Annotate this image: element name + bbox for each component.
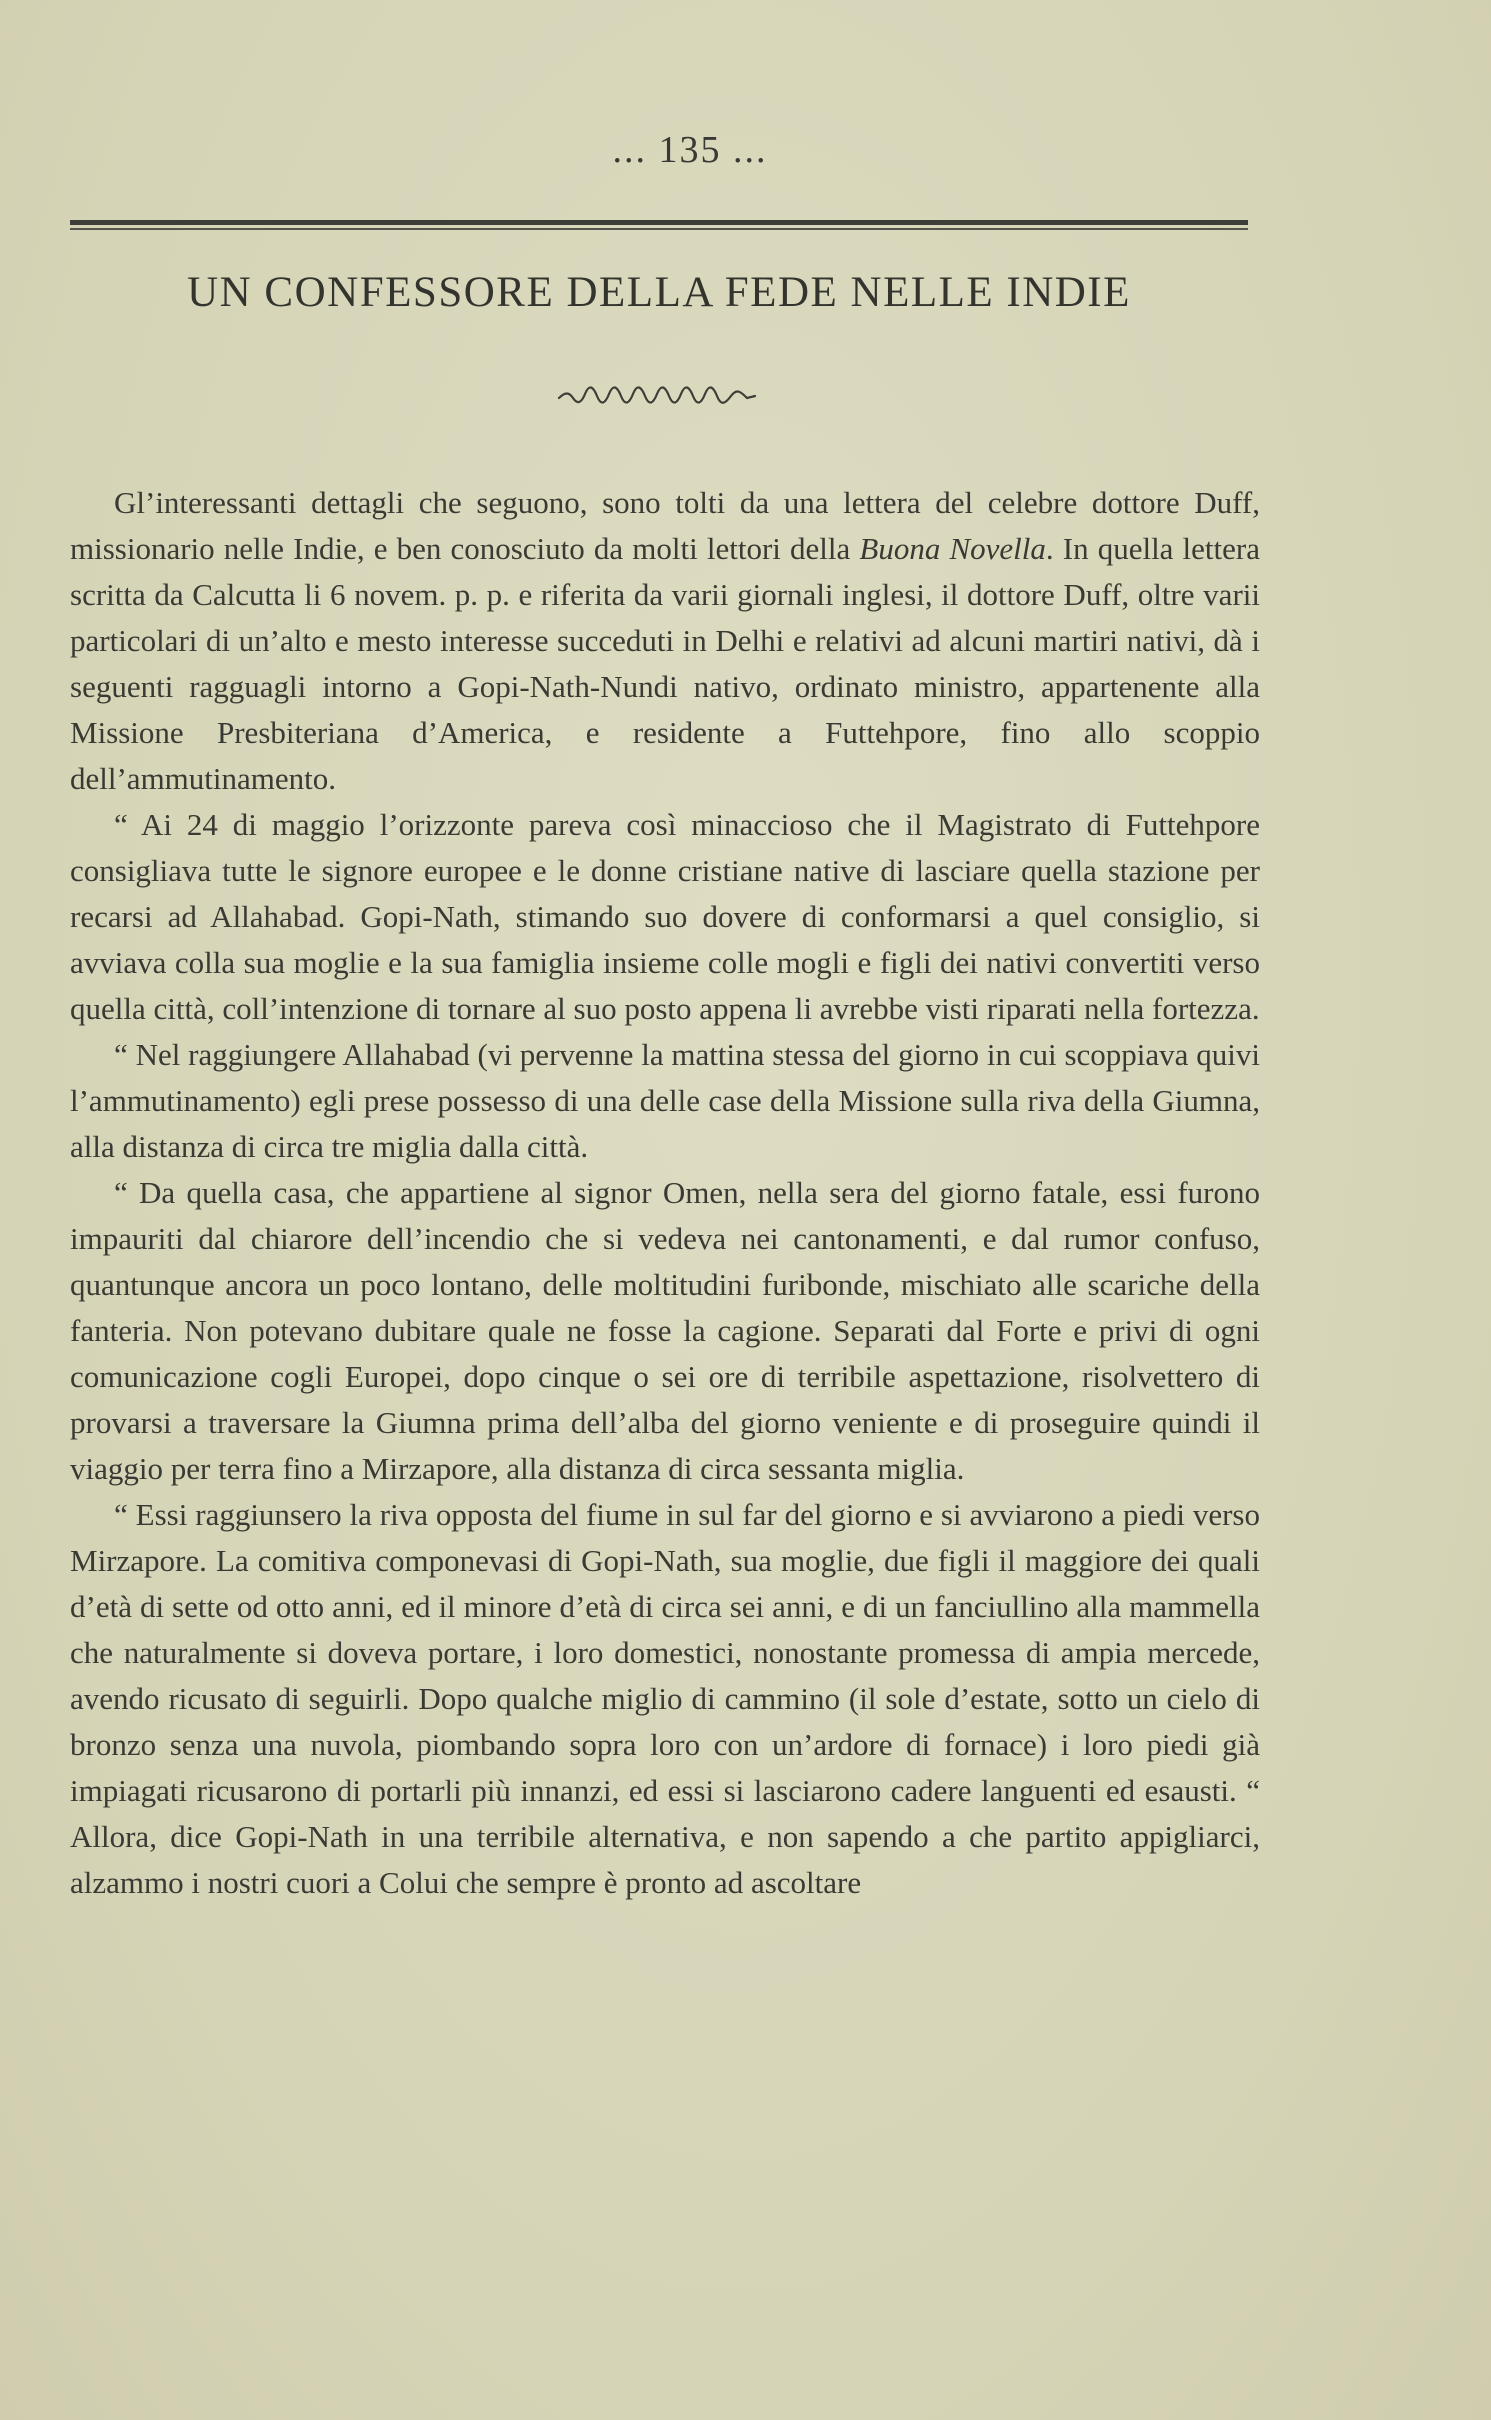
paragraph-1 <box>70 480 1260 802</box>
article-title: UN CONFESSORE DELLA FEDE NELLE INDIE <box>187 269 1131 316</box>
paragraph-1-text-b: . In quella lettera scritta da Calcutta li 6 novem. p. p. e riferita da varii giornali inglesi, il dottore Duff, oltre varii particolari di un’alto e mesto interesse succeduti in Delhi e relativi ad alcuni martiri nativi, dà i seguenti ragguagli intorno a Gopi-Nath-Nundi nativo, ordinato ministro, appartenente alla Missione Presbiteriana d’America, e residente a Futtehpore, fino allo scoppio dell’ammutinamento. <box>70 531 1260 796</box>
article-body <box>70 480 1260 1906</box>
header-rule-thick <box>70 220 1248 225</box>
paragraph-1-text-a: Gl’interessanti dettagli che seguono, sono tolti da una lettera del celebre dottore Duff, missionario nelle Indie, e ben conosciuto da molti lettori della <box>70 485 1260 566</box>
newspaper-name-italic: Buona Novella <box>859 531 1046 566</box>
paragraph-4: “ Da quella casa, che appartiene al signor Omen, nella sera del giorno fatale, essi furono impauriti dal chiarore dell’incendio che si vedeva nei cantonamenti, e dal rumor confuso, quantunque ancora un poco lontano, delle moltitudini furibonde, mischiato alle scariche della fanteria. Non potevano dubitare quale ne fosse la cagione. Separati dal Forte e privi di ogni comunicazione cogli Europei, dopo cinque o sei ore di terribile aspettazione, risolvettero di provarsi a traversare la Giumna prima dell’alba del giorno veniente e di proseguire quindi il viaggio per terra fino a Mirzapore, alla distanza di circa sessanta miglia. <box>70 1175 1260 1486</box>
paragraph-2: “ Ai 24 di maggio l’orizzonte pareva così minaccioso che il Magistrato di Futtehpore consigliava tutte le signore europee e le donne cristiane native di lasciare quella stazione per recarsi ad Allahabad. Gopi-Nath, stimando suo dovere di conformarsi a quel consiglio, si avviava colla sua moglie e la sua famiglia insieme colle mogli e figli dei nativi convertiti verso quella città, coll’intenzione di tornare al suo posto appena li avrebbe visti riparati nella fortezza. <box>70 807 1260 1026</box>
header-rule-thin <box>70 228 1248 230</box>
paragraph-3: “ Nel raggiungere Allahabad (vi pervenne la mattina stessa del giorno in cui scoppiava quivi l’ammutinamento) egli prese possesso di una delle case della Missione sulla riva della Giumna, alla distanza di circa tre miglia dalla città. <box>70 1037 1260 1164</box>
page-number: ... 135 ... <box>612 129 768 171</box>
paragraph-5: “ Essi raggiunsero la riva opposta del fiume in sul far del giorno e si avviarono a piedi verso Mirzapore. La comitiva componevasi di Gopi-Nath, sua moglie, due figli il maggiore dei quali d’età di sette od otto anni, ed il minore d’età di circa sei anni, e di un fanciullino alla mammella che naturalmente si doveva portare, i loro domestici, nonostante promessa di ampia mercede, avendo ricusato di seguirli. Dopo qualche miglio di cammino (il sole d’estate, sotto un cielo di bronzo senza una nuvola, piombando sopra loro con un’ardore di fornace) i loro piedi già impiagati ricusarono di portarli più innanzi, ed essi si lasciarono cadere languenti ed esausti. “ Allora, dice Gopi-Nath in una terribile alternativa, e non sapendo a che partito appigliarci, alzammo i nostri cuori a Colui che sempre è pronto ad ascoltare <box>70 1497 1260 1900</box>
header-double-rule <box>70 220 1248 230</box>
decorative-squiggle-ornament <box>555 382 765 408</box>
